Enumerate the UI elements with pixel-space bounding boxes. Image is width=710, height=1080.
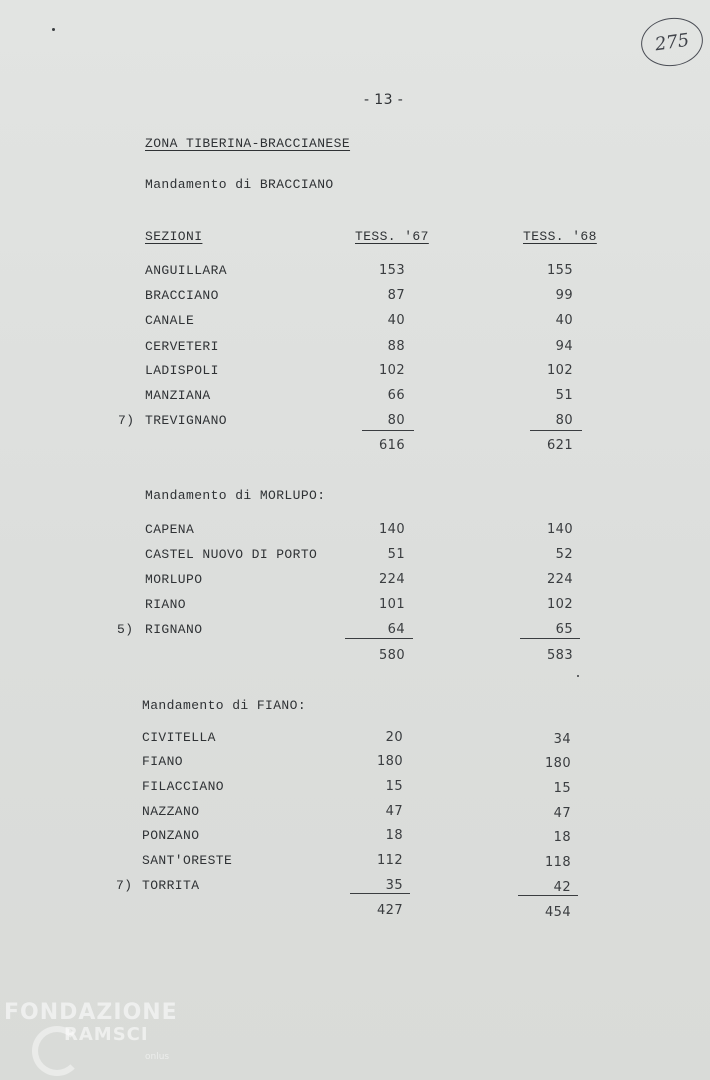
column-header-1967: TESS. '67 [355, 229, 429, 244]
page-number: - 13 - [364, 92, 404, 108]
value-1967: 40 [387, 313, 405, 328]
district-heading: Mandamento di MORLUPO: [145, 488, 326, 503]
section-name: RIGNANO [145, 622, 203, 637]
value-1967: 140 [378, 522, 405, 537]
value-1967: 87 [387, 288, 405, 303]
value-1968: 51 [555, 388, 573, 403]
value-1968: 15 [553, 781, 571, 796]
value-1967: 153 [378, 263, 405, 278]
watermark-line-1: FONDAZIONE [4, 1000, 178, 1025]
value-1968: 102 [546, 597, 573, 612]
ink-dot [577, 675, 579, 677]
value-1967: 66 [387, 388, 405, 403]
section-name: TORRITA [142, 878, 200, 893]
value-1968: 99 [555, 288, 573, 303]
value-1967: 15 [385, 779, 403, 794]
section-name: LADISPOLI [145, 363, 219, 378]
sum-rule [345, 638, 413, 639]
section-name: CAPENA [145, 522, 195, 537]
archive-number: 275 [653, 29, 691, 55]
value-1967: 224 [378, 572, 405, 587]
section-name: PONZANO [142, 828, 200, 843]
value-1968: 42 [553, 880, 571, 895]
value-1968: 52 [555, 547, 573, 562]
value-1968: 140 [546, 522, 573, 537]
row-marker: 7) [116, 878, 133, 893]
section-name: FIANO [142, 754, 184, 769]
value-1967: 88 [387, 339, 405, 354]
section-name: ANGUILLARA [145, 263, 228, 278]
value-1967: 80 [387, 413, 405, 428]
value-1967: 47 [385, 804, 403, 819]
section-name: FILACCIANO [142, 779, 225, 794]
value-1968: 155 [546, 263, 573, 278]
value-1968: 18 [553, 830, 571, 845]
value-1968: 94 [555, 339, 573, 354]
section-name: CANALE [145, 313, 195, 328]
total-1967: 616 [378, 438, 405, 453]
section-name: CIVITELLA [142, 730, 216, 745]
section-name: SANT'ORESTE [142, 853, 233, 868]
row-marker: 5) [117, 622, 134, 637]
section-name: NAZZANO [142, 804, 200, 819]
column-header-1968: TESS. '68 [523, 229, 597, 244]
value-1967: 64 [387, 622, 405, 637]
value-1968: 34 [553, 732, 571, 747]
sum-rule [350, 893, 410, 894]
value-1968: 65 [555, 622, 573, 637]
value-1967: 35 [385, 878, 403, 893]
value-1968: 118 [544, 855, 571, 870]
value-1967: 180 [376, 754, 403, 769]
column-header-sections: SEZIONI [145, 229, 203, 244]
section-name: CASTEL NUOVO DI PORTO [145, 547, 318, 562]
ink-dot [52, 28, 55, 31]
sum-rule [518, 895, 578, 896]
section-name: BRACCIANO [145, 288, 219, 303]
value-1967: 18 [385, 828, 403, 843]
value-1967: 102 [378, 363, 405, 378]
value-1968: 102 [546, 363, 573, 378]
value-1968: 47 [553, 806, 571, 821]
value-1967: 112 [376, 853, 403, 868]
section-name: CERVETERI [145, 339, 219, 354]
total-1967: 580 [378, 648, 405, 663]
zone-title: ZONA TIBERINA-BRACCIANESE [145, 136, 351, 151]
sum-rule [520, 638, 580, 639]
district-heading: Mandamento di FIANO: [142, 698, 307, 713]
total-1968: 454 [544, 905, 571, 920]
sum-rule [362, 430, 414, 431]
value-1968: 80 [555, 413, 573, 428]
total-1968: 583 [546, 648, 573, 663]
row-marker: 7) [118, 413, 135, 428]
section-name: RIANO [145, 597, 187, 612]
value-1967: 101 [378, 597, 405, 612]
watermark-line-3: onlus [145, 1052, 170, 1062]
section-name: MANZIANA [145, 388, 211, 403]
section-name: TREVIGNANO [145, 413, 228, 428]
total-1968: 621 [546, 438, 573, 453]
value-1967: 51 [387, 547, 405, 562]
value-1968: 224 [546, 572, 573, 587]
sum-rule [530, 430, 582, 431]
value-1968: 40 [555, 313, 573, 328]
value-1967: 20 [385, 730, 403, 745]
total-1967: 427 [376, 903, 403, 918]
archive-number-stamp [638, 14, 706, 70]
section-name: MORLUPO [145, 572, 203, 587]
watermark-line-2: RAMSCI [64, 1024, 149, 1045]
district-heading: Mandamento di BRACCIANO [145, 177, 334, 192]
value-1968: 180 [544, 756, 571, 771]
